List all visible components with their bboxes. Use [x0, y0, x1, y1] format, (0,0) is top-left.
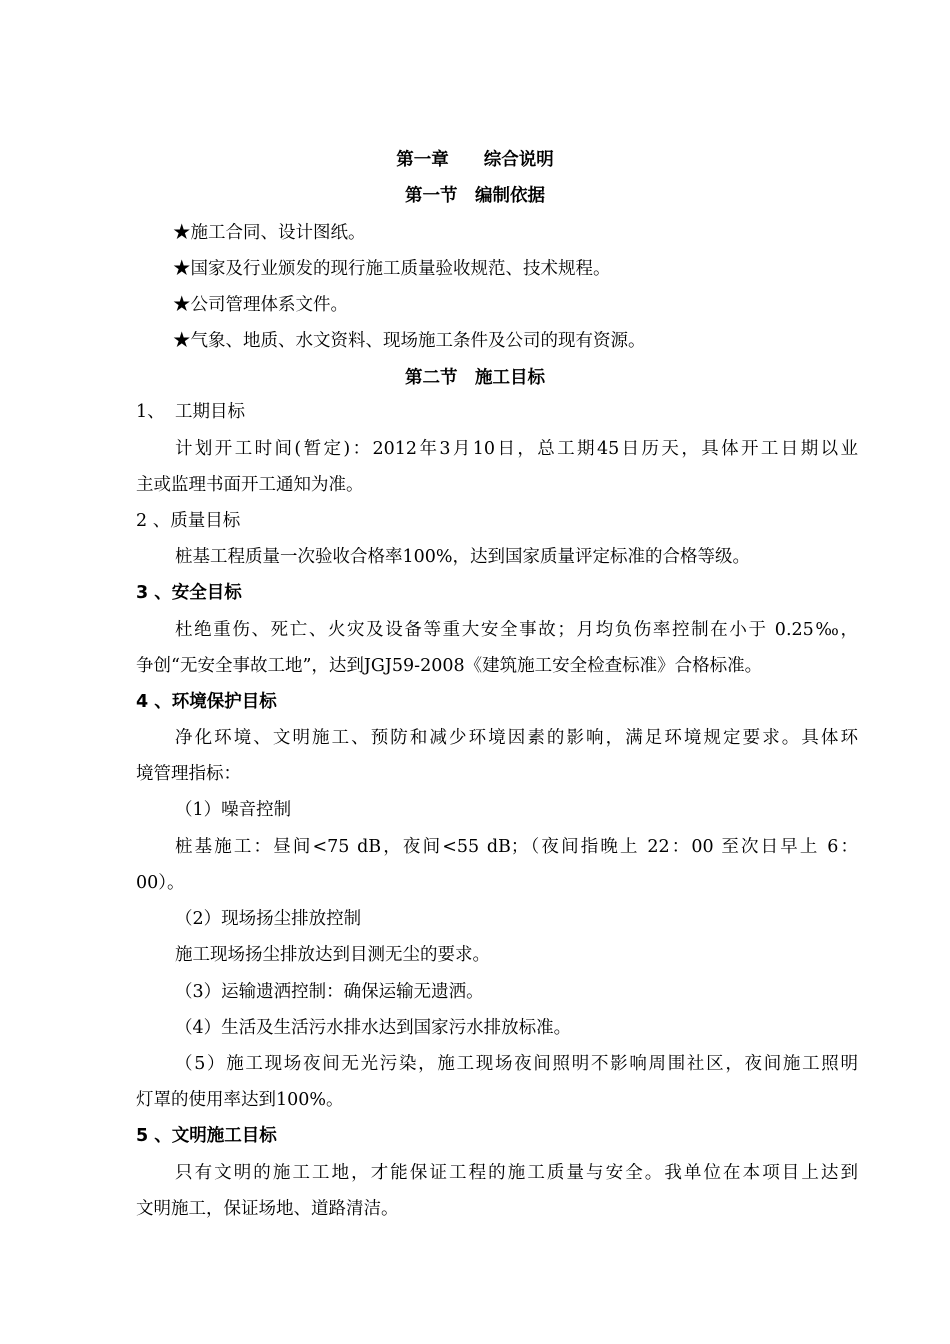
- dust-control-title: （2）现场扬尘排放控制: [175, 909, 362, 929]
- goal5-heading: 5 、文明施工目标: [136, 1126, 277, 1146]
- goal3-heading: 3 、安全目标: [136, 583, 242, 603]
- sewage-control: （4）生活及生活污水排水达到国家污水排放标准。: [175, 1018, 572, 1038]
- light-control-line2: 灯罩的使用率达到100%。: [136, 1090, 344, 1110]
- goal4-line1: 净化环境、文明施工、预防和减少环境因素的影响，满足环境规定要求。具体环: [175, 728, 858, 748]
- goal3-line1: 杜绝重伤、死亡、火灾及设备等重大安全事故；月均负伤率控制在小于 0.25‰，: [175, 620, 858, 640]
- section1-title: 第一节 编制依据: [405, 186, 545, 206]
- section2-title: 第二节 施工目标: [405, 368, 545, 388]
- noise-control-line1: 桩基施工：昼间<75 dB，夜间<55 dB；（夜间指晚上 22：00 至次日早上 6：: [175, 837, 858, 857]
- basis-item-3: ★公司管理体系文件。: [173, 295, 348, 315]
- basis-item-4: ★气象、地质、水文资料、现场施工条件及公司的现有资源。: [173, 331, 646, 351]
- goal5-line1: 只有文明的施工工地，才能保证工程的施工质量与安全。我单位在本项目上达到: [175, 1163, 858, 1183]
- goal2-heading: 2 、质量目标: [136, 511, 241, 531]
- basis-item-1: ★施工合同、设计图纸。: [173, 223, 366, 243]
- goal1-title: 工期目标: [175, 402, 245, 422]
- noise-control-line2: 00）。: [136, 873, 185, 893]
- goal5-line2: 文明施工，保证场地、道路清洁。: [136, 1199, 399, 1219]
- light-control-line1: （5）施工现场夜间无光污染，施工现场夜间照明不影响周围社区，夜间施工照明: [175, 1054, 858, 1074]
- goal4-heading: 4 、环境保护目标: [136, 692, 277, 712]
- goal4-line2: 境管理指标：: [136, 764, 241, 784]
- dust-control-line1: 施工现场扬尘排放达到目测无尘的要求。: [175, 945, 490, 965]
- goal3-line2: 争创“无安全事故工地”，达到JGJ59-2008《建筑施工安全检查标准》合格标准。: [136, 656, 763, 676]
- noise-control-title: （1）噪音控制: [175, 800, 292, 820]
- transport-control: （3）运输遗洒控制：确保运输无遗洒。: [175, 982, 484, 1002]
- goal1-line2: 主或监理书面开工通知为准。: [136, 475, 364, 495]
- goal2-line1: 桩基工程质量一次验收合格率100%，达到国家质量评定标准的合格等级。: [175, 547, 751, 567]
- goal1-line1: 计划开工时间(暂定)：2012年3月10日，总工期45日历天，具体开工日期以业: [175, 439, 858, 459]
- basis-item-2: ★国家及行业颁发的现行施工质量验收规范、技术规程。: [173, 259, 611, 279]
- goal1-number: 1、: [136, 402, 165, 422]
- chapter-title: 第一章 综合说明: [396, 150, 554, 170]
